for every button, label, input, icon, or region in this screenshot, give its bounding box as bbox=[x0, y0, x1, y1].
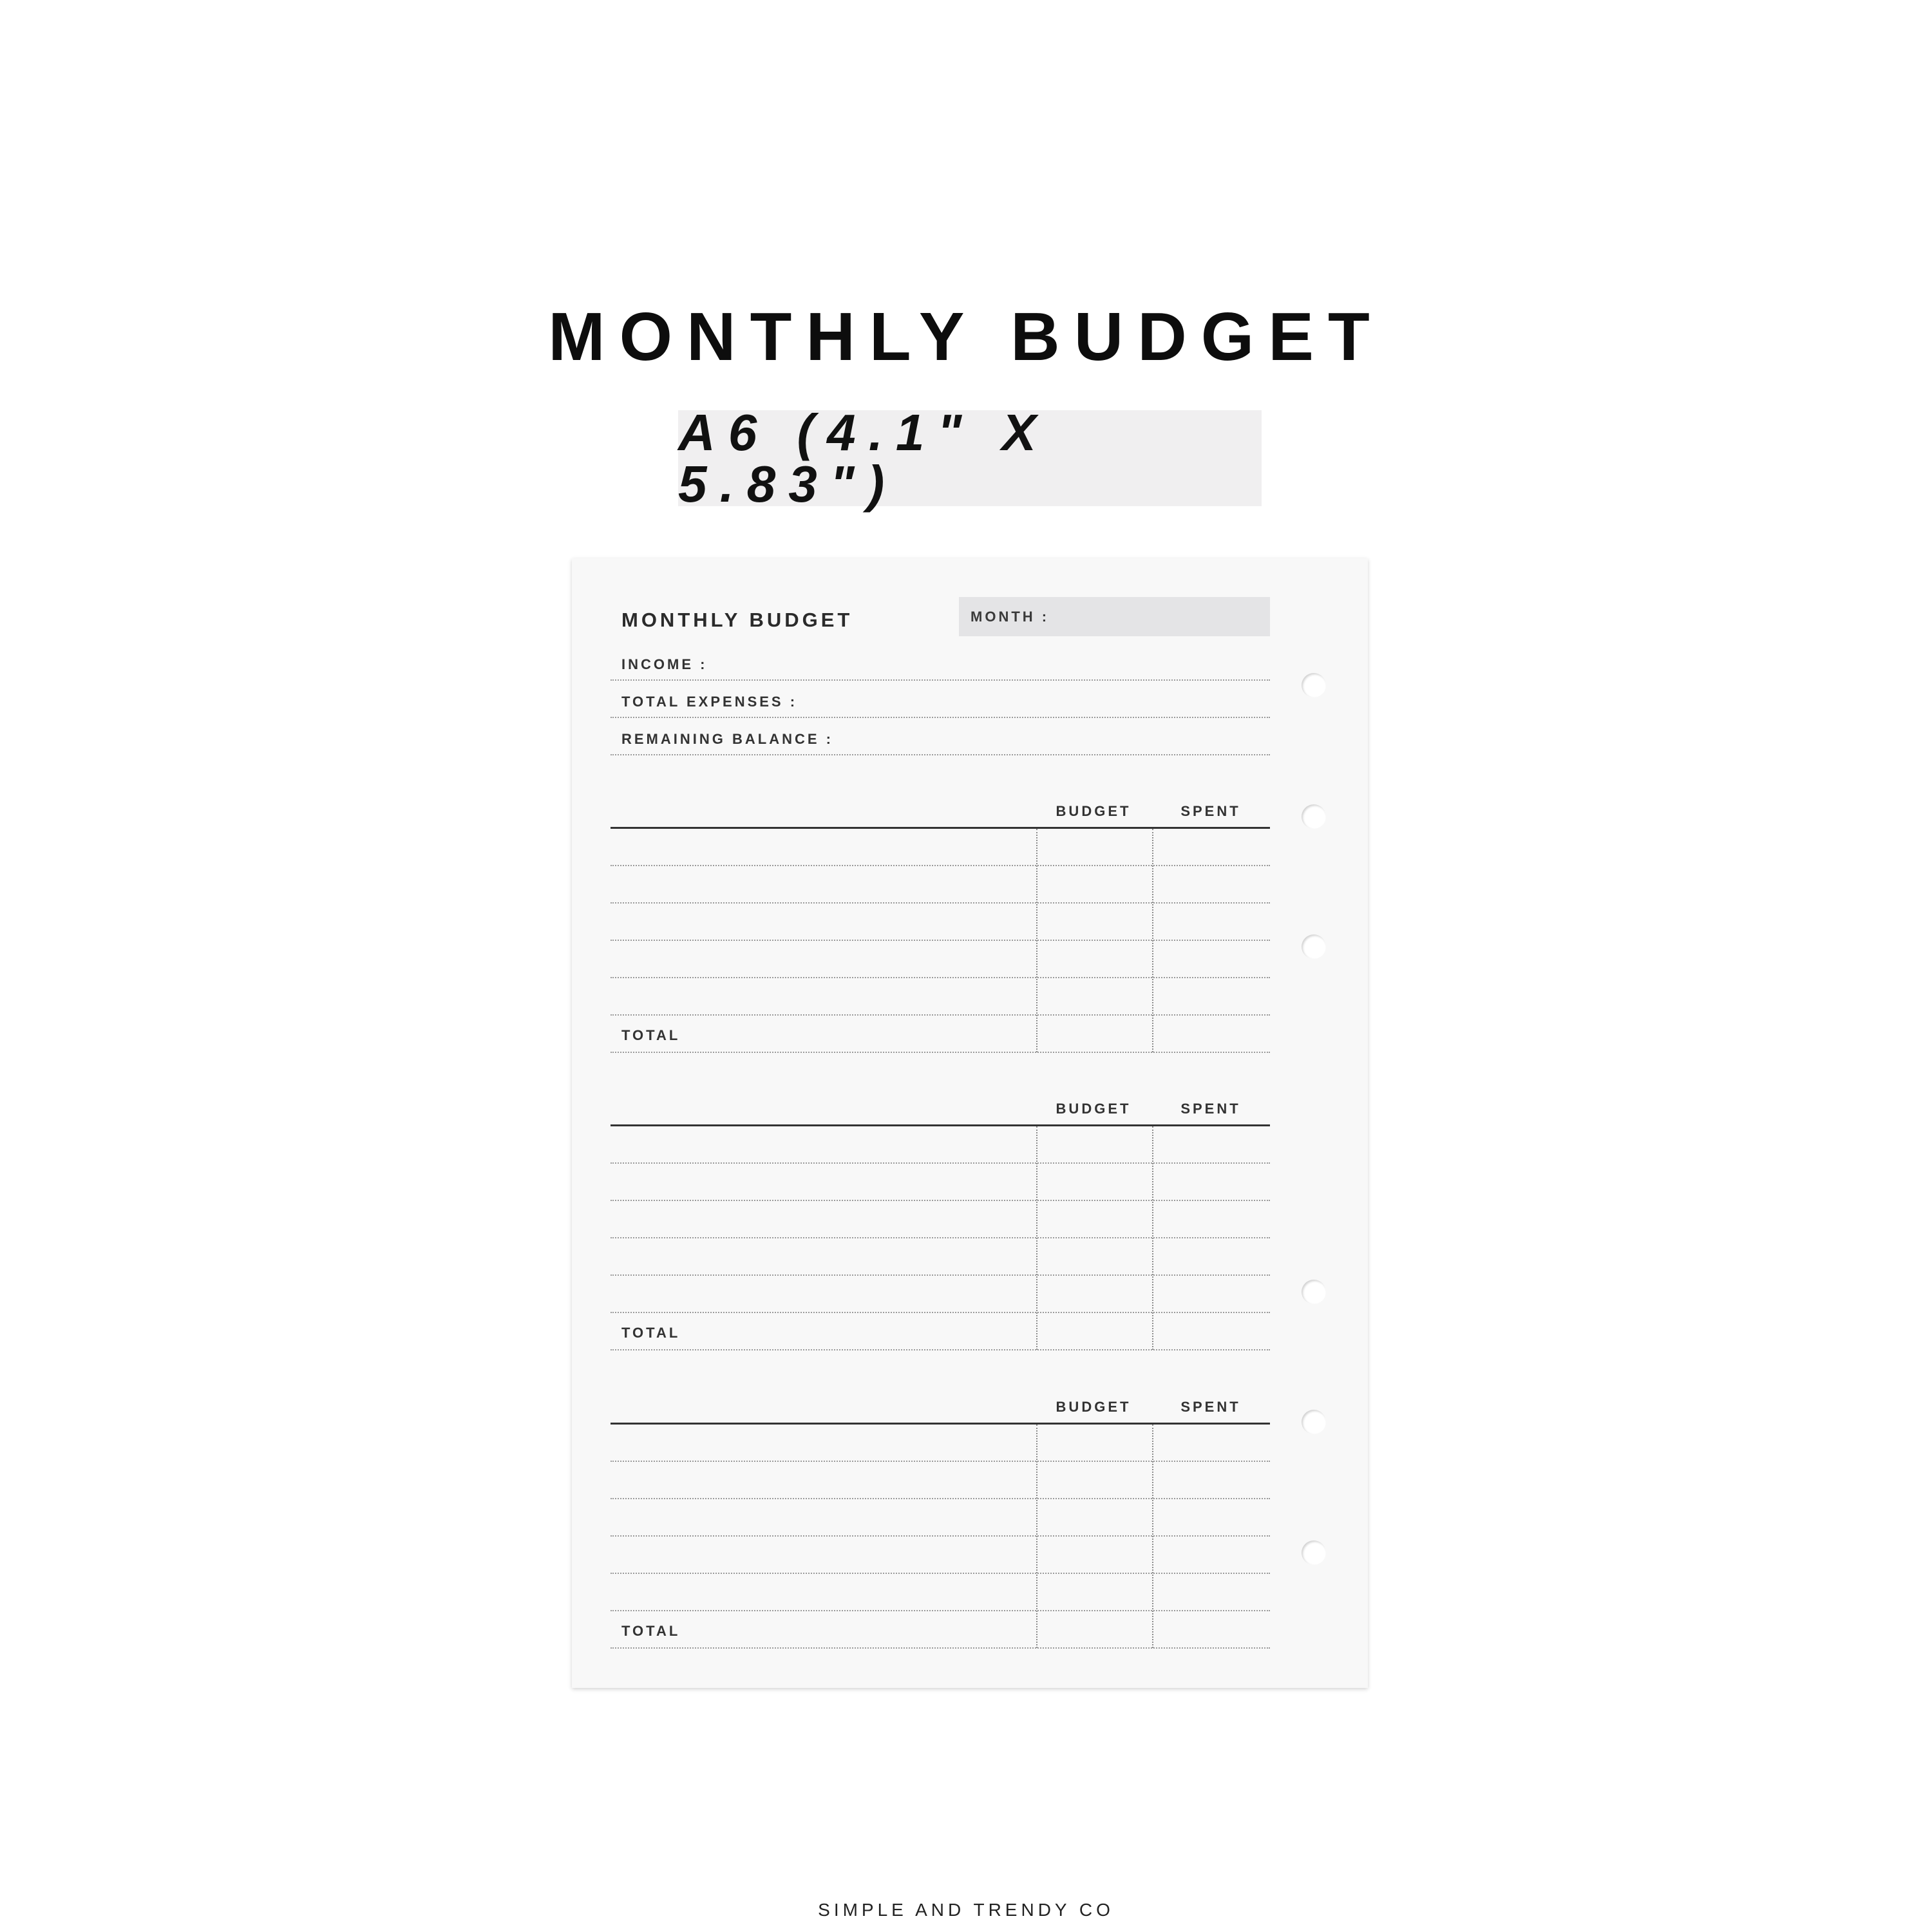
table-row[interactable] bbox=[611, 1462, 1270, 1499]
table-row[interactable] bbox=[611, 829, 1270, 866]
income-label: INCOME : bbox=[621, 656, 708, 672]
column-divider bbox=[1036, 1425, 1037, 1648]
budget-column-header: BUDGET bbox=[1056, 1101, 1132, 1117]
column-divider bbox=[1036, 1126, 1037, 1350]
binder-hole-icon bbox=[1302, 673, 1326, 697]
table-row[interactable] bbox=[611, 941, 1270, 978]
budget-table bbox=[611, 799, 1270, 1059]
total-label: TOTAL bbox=[621, 1623, 681, 1639]
remaining-balance-label: REMAINING BALANCE : bbox=[621, 731, 833, 747]
size-badge bbox=[678, 403, 1262, 513]
month-field[interactable] bbox=[959, 597, 1270, 636]
total-label: TOTAL bbox=[621, 1325, 681, 1341]
income-row[interactable] bbox=[611, 643, 1270, 681]
binder-hole-icon bbox=[1302, 1410, 1326, 1434]
table-row[interactable] bbox=[611, 1574, 1270, 1611]
column-divider bbox=[1152, 1425, 1153, 1648]
table-row[interactable] bbox=[611, 1238, 1270, 1276]
binder-hole-icon bbox=[1302, 1540, 1326, 1565]
table-row[interactable] bbox=[611, 866, 1270, 904]
table-row[interactable] bbox=[611, 1537, 1270, 1574]
total-row[interactable] bbox=[611, 1016, 1270, 1053]
binder-hole-icon bbox=[1302, 934, 1326, 959]
total-expenses-label: TOTAL EXPENSES : bbox=[621, 694, 798, 710]
size-label: A6 (4.1" X 5.83") bbox=[678, 403, 1049, 513]
table-row[interactable] bbox=[611, 978, 1270, 1016]
table-row[interactable] bbox=[611, 1164, 1270, 1201]
total-row[interactable] bbox=[611, 1313, 1270, 1350]
table-row[interactable] bbox=[611, 1201, 1270, 1238]
table-row[interactable] bbox=[611, 1499, 1270, 1537]
page-title: MONTHLY BUDGET bbox=[548, 299, 1384, 375]
budget-column-header: BUDGET bbox=[1056, 803, 1132, 819]
column-divider bbox=[1152, 1126, 1153, 1350]
total-expenses-row[interactable] bbox=[611, 681, 1270, 718]
budget-table bbox=[611, 1394, 1270, 1655]
spent-column-header: SPENT bbox=[1180, 803, 1241, 819]
column-divider bbox=[1036, 829, 1037, 1052]
spent-column-header: SPENT bbox=[1180, 1101, 1241, 1117]
table-row[interactable] bbox=[611, 1425, 1270, 1462]
table-row[interactable] bbox=[611, 1126, 1270, 1164]
column-divider bbox=[1152, 829, 1153, 1052]
budget-column-header: BUDGET bbox=[1056, 1399, 1132, 1415]
remaining-balance-row[interactable] bbox=[611, 718, 1270, 755]
month-label: MONTH : bbox=[971, 608, 1050, 625]
total-row[interactable] bbox=[611, 1611, 1270, 1649]
binder-hole-icon bbox=[1302, 804, 1326, 829]
sheet-title: MONTHLY BUDGET bbox=[621, 609, 853, 631]
table-row[interactable] bbox=[611, 1276, 1270, 1313]
total-label: TOTAL bbox=[621, 1027, 681, 1043]
brand-footer: SIMPLE AND TRENDY CO bbox=[818, 1900, 1114, 1920]
binder-hole-icon bbox=[1302, 1280, 1326, 1304]
spent-column-header: SPENT bbox=[1180, 1399, 1241, 1415]
budget-table bbox=[611, 1096, 1270, 1357]
table-row[interactable] bbox=[611, 904, 1270, 941]
planner-sheet bbox=[572, 558, 1368, 1688]
